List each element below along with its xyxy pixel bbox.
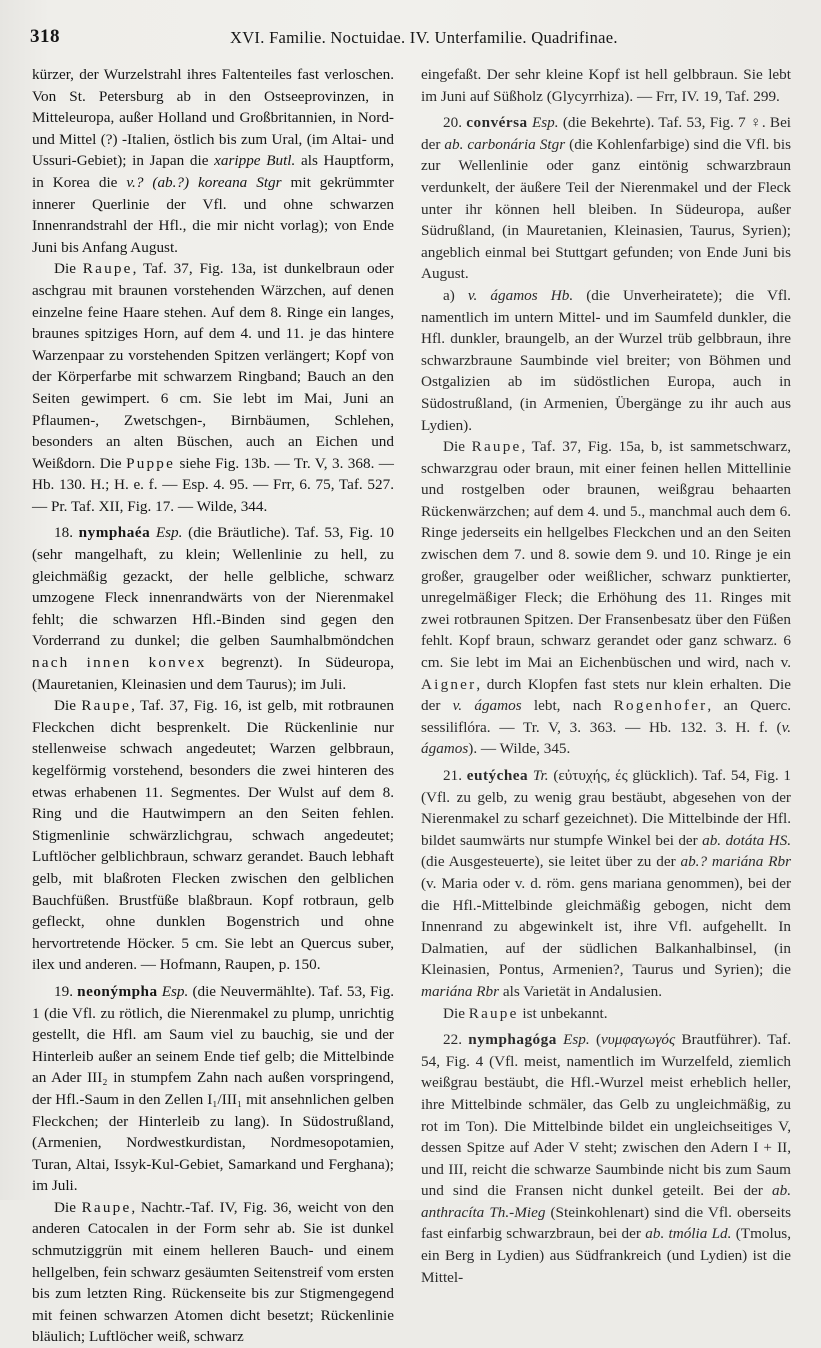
species-entry-22: 22. nymphagóga Esp. (νυμφαγωγός Brautführer). Taf. 54, Fig. 4 (Vfl. meist, namentlich im Wurzelfeld, ziemlich weißgrau bestäubt, die Hfl.-Wurzel meist erheblich heller, ihre Mittelbinde schmäler, das Gelb zu ungleichmäßig, zu rot im Ton). Die Mittelbinde bildet ein ungleichseitiges V, dessen Spitze auf Ader V steht; zwischen den Adern I + II, und III, reicht die schwarze Saumbinde nicht bis zum Saum und sind die Fransen nicht dunkel geteilt. Bei der ab. anthracíta Th.-Mieg (Steinkohlenart) sind die Vfl. oberseits fast einfarbig schwarzbraun, bei der ab. tmólia Ld. (Tmolus, ein Berg in Lydien) aus Südfrankreich (und Lydien) ist die Mittel- (421, 1031, 791, 1286)
paragraph-raupe-19: Die Raupe, Nachtr.-Taf. IV, Fig. 36, weicht von den anderen Catocalen in der Form sehr ab. Sie ist dunkel schmutziggrün mit einem helleren Bauch- und einem hellgelben, fein schwarz gesäumten Seitenstreif vom ersten bis zum letzten Ring. Rückenseite bis zur Stigmengegend mit feinen schwarzen Atomen dicht besetzt; Rückenlinie bläulich; Luftlöcher weiß, schwarz (32, 1198, 394, 1346)
species-name: neonýmpha (77, 982, 158, 1000)
species-entry-19: 19. neonýmpha Esp. (die Neuvermählte). Taf. 53, Fig. 1 (die Vfl. zu rötlich, die Nierenmakel zu plump, unrichtig gestellt, die Hfl. am Saum viel zu bauchig, sie und der Hinterleib außer an seinem Ende tief gelb; die Mittelbinde an Ader III₂ in stumpfem Zahn nach außen vorspringend, der Hfl.-Saum in den Zellen I₁/III₁ mit ansehnlichen gelben Fleckchen; der Hinterleib zu lang). In Südostrußland, (Armenien, Nordwestkurdistan, Nordmesopotamien, Turan, Altai, Issyk-Kul-Gebiet, Samarkand und Ferghana); im Juli. (32, 982, 395, 1195)
paragraph-continued-right: eingefaßt. Der sehr kleine Kopf ist hell gelbbraun. Sie lebt im Juni auf Süßholz (Glycyrrhiza). — Frr, IV. 19, Taf. 299. (421, 66, 791, 105)
species-entry-21: 21. eutýchea Tr. (εὐτυχής, ές glücklich). Taf. 54, Fig. 1 (Vfl. zu gelb, zu wenig grau bestäubt, abgesehen von der Nierenmakel zu scharf gezeichnet). Die Mittelbinde der Hfl. bildet saumwärts nur stumpfe Winkel bei der ab. dotáta HS. (die Ausgesteuerte), sie leitet über zu der ab.? mariána Rbr (v. Maria oder v. d. röm. gens mariana genommen), bei der die Hfl.-Mittelbinde gleichmäßig gebogen, nicht dem Innenrand zu abgewinkelt ist, ihre Vfl. aufgehellt. In Dalmatien, auf der südlichen Balkanhalbinsel, (in Kleinasien, Pontus, Armenien?, Taurus und Syrien); die mariána Rbr als Varietät in Andalusien. (421, 767, 791, 1000)
species-name: eutýchea (466, 767, 529, 784)
page-number: 318 (30, 26, 60, 47)
species-name: convérsa (466, 114, 528, 132)
running-head: XVI. Familie. Noctuidae. IV. Unterfamilie. Quadrifinae. (230, 28, 618, 47)
variety-entry-20a: a) v. ágamos Hb. (die Unverheiratete); die Vfl. namentlich im untern Mittel- und im Saumfeld dunkler, die Hfl. dunkler, braungelb, an der Wurzel trüb gelbbraun, ihre schwarzbraune Saumbinde viel breiter; von Böhmen und Ostgalizien ab im südöstlichen Europa, auch in Südostrußland, (in Armenien, Übergänge zu ihr auch aus Lydien). (421, 286, 791, 434)
paragraph-raupe-20: Die Raupe, Taf. 37, Fig. 15a, b, ist sammetschwarz, schwarzgrau oder braun, mit einer feinen hellen Mittellinie und rostgelben oder braunen, weißgrau behaarten Rückenwärzchen; auf dem 4. und 5., manchmal auch dem 6. Ringe jederseits ein hellgelbes Fleckchen und an den Seiten zwischen dem 7. und 8. sowie dem 9. und 10. Ringe je ein großer, graugelber oder weißlicher, schwarz punktierter, unregelmäßiger Fleck; die Erhöhung des 11. Ringes mit zwei rotbraunen Spitzen. Der Fransenbesatz über den Füßen fehlt. Kopf braun, schwarz gerandet oder ganz schwarz. 6 cm. Sie lebt im Mai an Eichenbüschen und wird, nach v. Aigner, durch Klopfen fast stets nur klein erhalten. Die der v. ágamos lebt, nach Rogenhofer, an Querc. sessiliflóra. — Tr. V, 3. 363. — Hb. 132. 3. H. f. (v. ágamos). — Wilde, 345. (421, 438, 791, 758)
species-entry-20: 20. convérsa Esp. (die Bekehrte). Taf. 53, Fig. 7 ♀. Bei der ab. carbonária Stgr (die Kohlenfarbige) sind die Vfl. bis zur Wellenlinie oder ganz eintönig schwarzbraun verdunkelt, der äußere Teil der Nierenmakel und der Fleck unter ihr können hell bleiben. In Südeuropa, außer Südrußland, (in Mauretanien, Kleinasien, Taurus, Syrien); angeblich einmal bei Stuttgart gefunden; von Ende Juni bis August. (421, 114, 792, 283)
species-entry-18: 18. nymphaéa Esp. (die Bräutliche). Taf. 53, Fig. 10 (sehr mangelhaft, zu klein; Wellenlinie zu hell, zu gleichmäßig gezackt, der helle gelbliche, schwarz umzogene Fleck innenrandwärts von der Nierenmakel fehlt; die schwarzen Hfl.-Binden sind gegen den Vorderrand zu dunkel; die gelben Saumhalbmöndchen nach innen konvex begrenzt). In Südeuropa, (Mauretanien, Kleinasien und dem Taurus); im Juli. (32, 524, 395, 693)
paragraph-raupe-21: Die Raupe ist unbekannt. (443, 1004, 608, 1022)
paragraph-raupe-18: Die Raupe, Taf. 37, Fig. 16, ist gelb, mit rotbraunen Fleckchen dicht besprenkelt. Die Rückenlinie nur stellenweise schwach angedeutet; Warzen gelbbraun, kegelförmig vorstehend, besonders die zwei hinteren des etwas erhabenen 11. Segmentes. Der Wulst auf dem 8. Ring und die Hautwimpern an den Seiten fehlen. Stigmenlinie schwärzlichgrau, schwach angedeutet; Luftlöcher gelblichbraun, schwarz gerandet. Bauch lebhaft gelb, mit blaßroten Flecken zwischen den gelblichen Bauchfüßen. Brustfüße blaßbraun. Kopf rotbraun, gelb gefleckt, ohne dunklen Bogenstrich und ohne hervortretende Höcker. 5 cm. Sie lebt an Quercus suber, ilex und anderen. — Hofmann, Raupen, p. 150. (32, 697, 394, 974)
species-name: nymphaéa (78, 524, 151, 542)
page-header (30, 24, 781, 52)
paragraph-raupe-17: Die Raupe, Taf. 37, Fig. 13a, ist dunkelbraun oder aschgrau mit braunen vorstehenden Wärzchen, auf denen einzelne feine Haare stehen. Auf dem 8. Ringe ein langes, braunes spitziges Horn, auf dem 4. und 11. je das hintere Warzenpaar zu vorstehenden Spitzen verlängert; Kopf von der Körperfarbe mit schwarzem Ringband; Bauch an den Seiten gewimpert. 6 cm. Sie lebt im Mai, Juni an Pflaumen-, Zwetschgen-, Birnbäumen, Schlehen, besonders an alten Büschen, auch an Eichen und Weißdorn. Die Puppe siehe Fig. 13b. — Tr. V, 3. 368. — Hb. 130. H.; H. e. f. — Esp. 4. 95. — Frr, 6. 75, Taf. 527. — Pr. Taf. XII, Fig. 17. — Wilde, 344. (32, 260, 394, 515)
left-column (32, 64, 394, 1348)
species-name: nymphagóga (468, 1031, 557, 1049)
right-column (421, 64, 791, 1288)
paragraph-continued: kürzer, der Wurzelstrahl ihres Faltenteiles fast verloschen. Von St. Petersburg ab in den Ostseeprovinzen, in Mitteleuropa, außer Holland und Großbritannien, in Nord- und Mittel (?) -Italien, östlich bis zum Ural, (im Altai- und Ussuri-Gebiet); in Japan die xarippe Butl. als Hauptform, in Korea die v.? (ab.?) koreana Stgr mit gekrümmter innerer Querlinie der Vfl. und ohne schwarzen Innenrandstrahl der Hfl., die mir nicht vorlag); von Ende Juni bis Anfang August. (32, 66, 394, 256)
